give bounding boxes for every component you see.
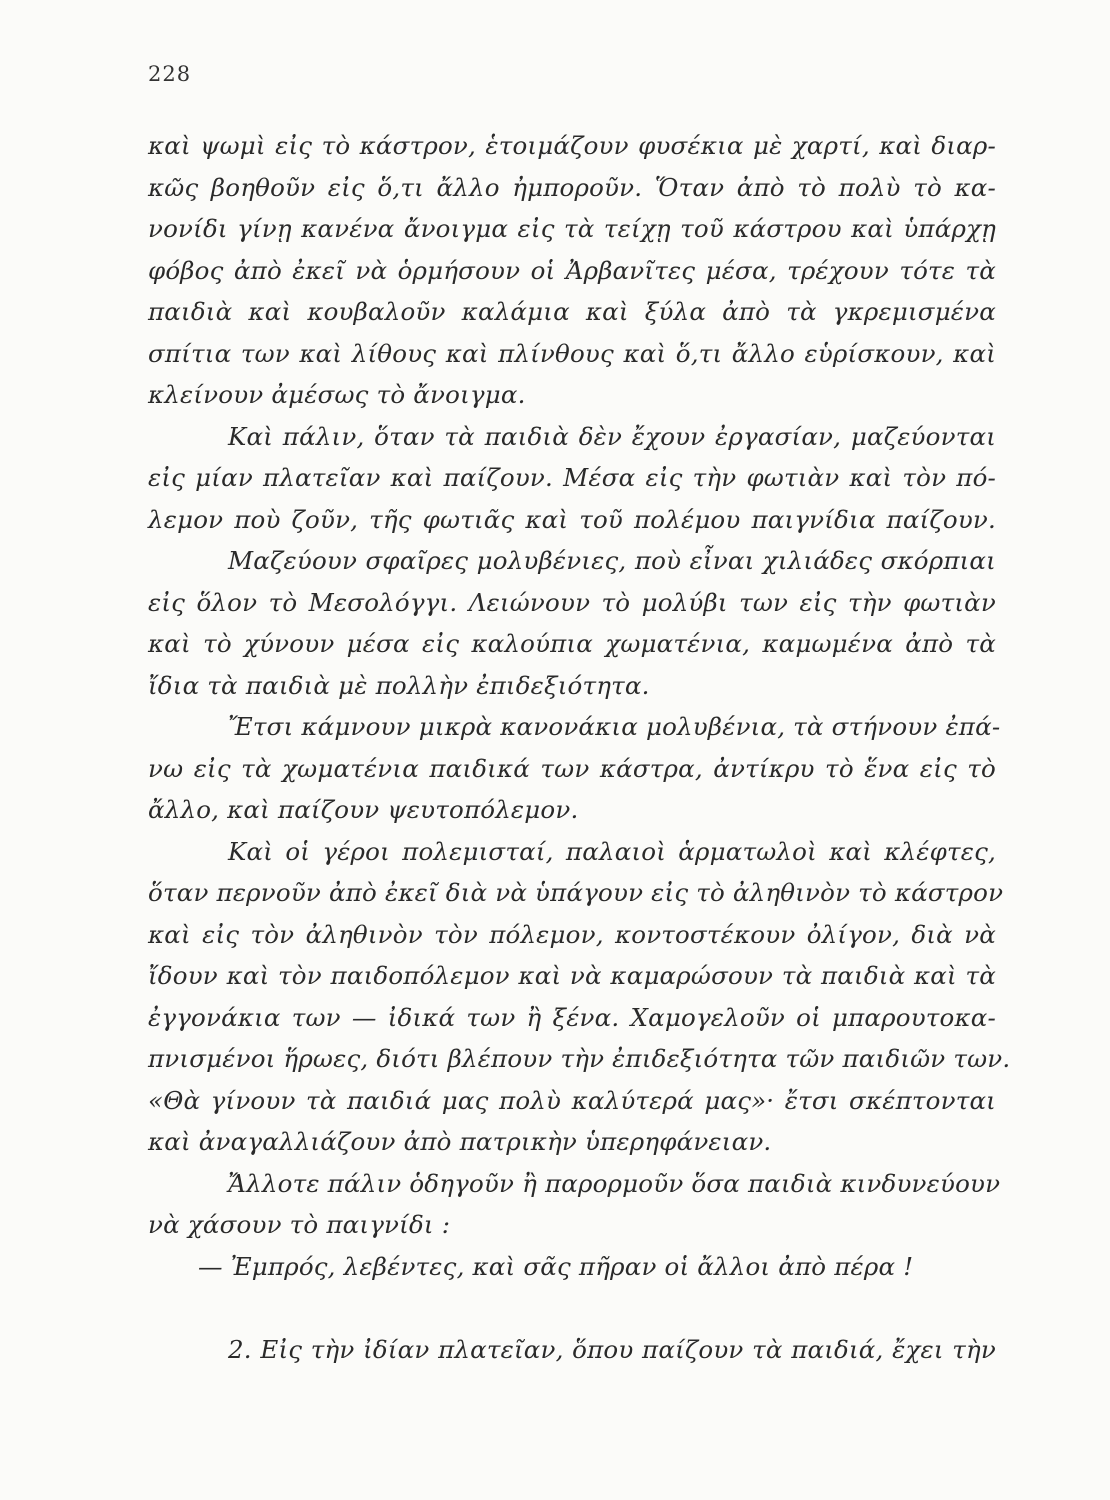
page-number: 228 [148, 62, 192, 86]
text-line: νονίδι γίνῃ κανένα ἄνοιγμα εἰς τὰ τείχῃ τοῦ κάστρου καὶ ὑπάρχῃ [148, 214, 996, 243]
text-line: πνισμένοι ἥρωες, διότι βλέπουν τὴν ἐπιδεξιότητα τῶν παιδιῶν των. [148, 1044, 1011, 1073]
text-line: ἄλλο, καὶ παίζουν ψευτοπόλεμον. [148, 795, 579, 824]
body-text [148, 125, 1011, 1370]
text-line: Καὶ οἱ γέροι πολεμισταί, παλαιοὶ ἁρματωλοὶ καὶ κλέφτες, [228, 836, 996, 866]
text-line: «Θὰ γίνουν τὰ παιδιά μας πολὺ καλύτερά μας»· ἔτσι σκέπτονται [148, 1085, 996, 1115]
text-line: νω εἰς τὰ χωματένια παιδικά των κάστρα, ἀντίκρυ τὸ ἕνα εἰς τὸ [148, 753, 996, 783]
text-line: Ἔτσι κάμνουν μικρὰ κανονάκια μολυβένια, τὰ στήνουν ἐπά- [228, 712, 1001, 741]
text-line: Ἄλλοτε πάλιν ὁδηγοῦν ἢ παρορμοῦν ὅσα παιδιὰ κινδυνεύουν [228, 1168, 1001, 1198]
text-line: εἰς μίαν πλατεῖαν καὶ παίζουν. Μέσα εἰς τὴν φωτιὰν καὶ τὸν πό- [148, 463, 996, 492]
text-line: σπίτια των καὶ λίθους καὶ πλίνθους καὶ ὅ,τι ἄλλο εὑρίσκουν, καὶ [148, 338, 996, 368]
text-line: ἐγγονάκια των — ἰδικά των ἢ ξένα. Χαμογελοῦν οἱ μπαρουτοκα- [148, 1002, 996, 1032]
text-line: νὰ χάσουν τὸ παιγνίδι : [148, 1210, 451, 1239]
text-line: εἰς ὅλον τὸ Μεσολόγγι. Λειώνουν τὸ μολύβι των εἰς τὴν φωτιὰν [148, 587, 996, 617]
section-start-line: 2. Εἰς τὴν ἰδίαν πλατεῖαν, ὅπου παίζουν τὰ παιδιά, ἔχει τὴν [228, 1334, 996, 1364]
dialogue-line: — Ἐμπρός, λεβέντες, καὶ σᾶς πῆραν οἱ ἄλλοι ἀπὸ πέρα ! [198, 1251, 914, 1281]
text-line: καὶ ψωμὶ εἰς τὸ κάστρον, ἑτοιμάζουν φυσέκια μὲ χαρτί, καὶ διαρ- [148, 131, 996, 160]
text-line: κλείνουν ἀμέσως τὸ ἄνοιγμα. [148, 380, 526, 409]
text-line: καὶ τὸ χύνουν μέσα εἰς καλούπια χωματένια, καμωμένα ἀπὸ τὰ [148, 629, 996, 658]
text-line: λεμον ποὺ ζοῦν, τῆς φωτιᾶς καὶ τοῦ πολέμου παιγνίδια παίζουν. [148, 504, 996, 534]
text-line: ἴδια τὰ παιδιὰ μὲ πολλὴν ἐπιδεξιότητα. [148, 670, 650, 700]
text-line: Καὶ πάλιν, ὅταν τὰ παιδιὰ δὲν ἔχουν ἐργασίαν, μαζεύονται [228, 421, 996, 451]
text-line: ὅταν περνοῦν ἀπὸ ἐκεῖ διὰ νὰ ὑπάγουν εἰς τὸ ἀληθινὸν τὸ κάστρον [148, 878, 1004, 907]
text-line: καὶ εἰς τὸν ἀληθινὸν τὸν πόλεμον, κοντοστέκουν ὀλίγον, διὰ νὰ [148, 919, 996, 949]
text-line: καὶ ἀναγαλλιάζουν ἀπὸ πατρικὴν ὑπερηφάνειαν. [148, 1127, 772, 1156]
text-line: ἴδουν καὶ τὸν παιδοπόλεμον καὶ νὰ καμαρώσουν τὰ παιδιὰ καὶ τὰ [148, 961, 996, 990]
text-line: κῶς βοηθοῦν εἰς ὅ,τι ἄλλο ἠμποροῦν. Ὅταν ἀπὸ τὸ πολὺ τὸ κα- [148, 172, 996, 202]
text-line: φόβος ἀπὸ ἐκεῖ νὰ ὁρμήσουν οἱ Ἀρβανῖτες μέσα, τρέχουν τότε τὰ [148, 255, 996, 285]
text-line: Μαζεύουν σφαῖρες μολυβένιες, ποὺ εἶναι χιλιάδες σκόρπιαι [228, 546, 996, 575]
text-line: παιδιὰ καὶ κουβαλοῦν καλάμια καὶ ξύλα ἀπὸ τὰ γκρεμισμένα [148, 297, 996, 326]
